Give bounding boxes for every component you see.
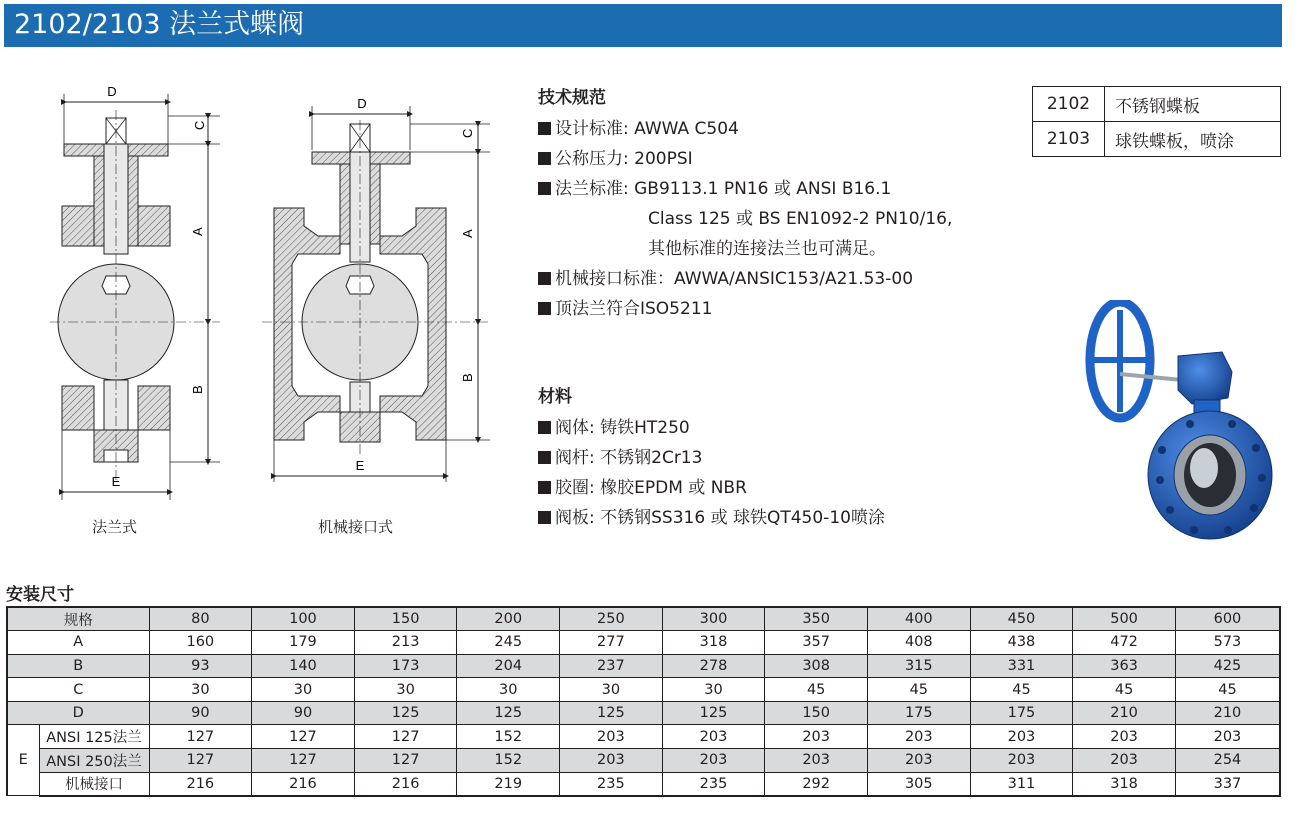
e-group-label: E bbox=[7, 725, 39, 796]
value-cell: 245 bbox=[457, 631, 560, 655]
header-cell: 规格 bbox=[7, 607, 149, 631]
value-cell: 90 bbox=[252, 701, 355, 725]
value-cell: 30 bbox=[457, 678, 560, 702]
value-cell: 30 bbox=[149, 678, 252, 702]
value-cell: 277 bbox=[560, 631, 663, 655]
value-cell: 337 bbox=[1175, 772, 1280, 796]
value-cell: 278 bbox=[662, 654, 765, 678]
model-desc: 球铁蝶板，喷涂 bbox=[1105, 122, 1281, 157]
material-item: 阀板: 不锈钢SS316 或 球铁QT450-10喷涂 bbox=[538, 503, 1018, 533]
spec-item: 顶法兰符合ISO5211 bbox=[538, 294, 1018, 324]
title-bar bbox=[4, 4, 1282, 47]
value-cell: 292 bbox=[765, 772, 868, 796]
spec-continuation: Class 125 或 BS EN1092-2 PN10/16, bbox=[648, 209, 953, 229]
value-cell: 203 bbox=[662, 749, 765, 773]
value-cell: 237 bbox=[560, 654, 663, 678]
value-cell: 254 bbox=[1175, 749, 1280, 773]
size-cell: 350 bbox=[765, 607, 868, 631]
value-cell: 203 bbox=[765, 749, 868, 773]
value-cell: 363 bbox=[1073, 654, 1176, 678]
size-cell: 150 bbox=[354, 607, 457, 631]
square-bullet-icon bbox=[538, 152, 551, 165]
value-cell: 203 bbox=[970, 749, 1073, 773]
value-cell: 203 bbox=[970, 725, 1073, 749]
table-row bbox=[7, 701, 1280, 725]
value-cell: 203 bbox=[765, 725, 868, 749]
dimensions-table bbox=[6, 606, 1281, 797]
value-cell: 472 bbox=[1073, 631, 1176, 655]
mechanical-joint-valve-drawing bbox=[258, 86, 498, 486]
value-cell: 235 bbox=[560, 772, 663, 796]
value-cell: 160 bbox=[149, 631, 252, 655]
table-row bbox=[7, 772, 1280, 796]
value-cell: 213 bbox=[354, 631, 457, 655]
value-cell: 305 bbox=[867, 772, 970, 796]
value-cell: 90 bbox=[149, 701, 252, 725]
value-cell: 318 bbox=[662, 631, 765, 655]
value-cell: 308 bbox=[765, 654, 868, 678]
value-cell: 203 bbox=[662, 725, 765, 749]
square-bullet-icon bbox=[538, 481, 551, 494]
svg-text:A: A bbox=[460, 229, 475, 238]
value-cell: 152 bbox=[457, 749, 560, 773]
value-cell: 408 bbox=[867, 631, 970, 655]
value-cell: 235 bbox=[662, 772, 765, 796]
value-cell: 203 bbox=[1073, 725, 1176, 749]
material-item: 阀体: 铸铁HT250 bbox=[538, 413, 1018, 443]
value-cell: 150 bbox=[765, 701, 868, 725]
value-cell: 357 bbox=[765, 631, 868, 655]
value-cell: 216 bbox=[149, 772, 252, 796]
value-cell: 125 bbox=[662, 701, 765, 725]
row-label: C bbox=[7, 678, 149, 702]
value-cell: 127 bbox=[149, 749, 252, 773]
value-cell: 30 bbox=[354, 678, 457, 702]
size-cell: 500 bbox=[1073, 607, 1176, 631]
size-cell: 250 bbox=[560, 607, 663, 631]
model-code: 2103 bbox=[1033, 122, 1105, 157]
square-bullet-icon bbox=[538, 451, 551, 464]
value-cell: 425 bbox=[1175, 654, 1280, 678]
svg-text:D: D bbox=[357, 96, 367, 111]
svg-text:C: C bbox=[460, 128, 475, 138]
square-bullet-icon bbox=[538, 122, 551, 135]
table-row bbox=[7, 749, 1280, 773]
value-cell: 179 bbox=[252, 631, 355, 655]
value-cell: 30 bbox=[252, 678, 355, 702]
value-cell: 173 bbox=[354, 654, 457, 678]
value-cell: 45 bbox=[1175, 678, 1280, 702]
value-cell: 438 bbox=[970, 631, 1073, 655]
model-table bbox=[1032, 86, 1281, 157]
table-header-row bbox=[7, 607, 1280, 631]
value-cell: 573 bbox=[1175, 631, 1280, 655]
flanged-valve-drawing bbox=[40, 80, 240, 510]
value-cell: 203 bbox=[1073, 749, 1176, 773]
size-cell: 400 bbox=[867, 607, 970, 631]
tech-spec bbox=[538, 86, 1018, 324]
square-bullet-icon bbox=[538, 182, 551, 195]
svg-text:C: C bbox=[192, 120, 207, 130]
value-cell: 331 bbox=[970, 654, 1073, 678]
valve-product-illustration bbox=[1082, 300, 1282, 545]
value-cell: 203 bbox=[560, 749, 663, 773]
size-cell: 600 bbox=[1175, 607, 1280, 631]
value-cell: 127 bbox=[252, 725, 355, 749]
size-cell: 450 bbox=[970, 607, 1073, 631]
value-cell: 45 bbox=[765, 678, 868, 702]
value-cell: 175 bbox=[970, 701, 1073, 725]
value-cell: 216 bbox=[252, 772, 355, 796]
value-cell: 210 bbox=[1073, 701, 1176, 725]
table-row bbox=[7, 631, 1280, 655]
size-cell: 80 bbox=[149, 607, 252, 631]
page-title: 2102/2103 法兰式蝶阀 bbox=[14, 9, 305, 40]
svg-text:E: E bbox=[111, 474, 121, 489]
spec-item: 设计标准: AWWA C504 bbox=[538, 114, 1018, 144]
value-cell: 45 bbox=[1073, 678, 1176, 702]
value-cell: 203 bbox=[867, 725, 970, 749]
material-item: 胶圈: 橡胶EPDM 或 NBR bbox=[538, 473, 1018, 503]
value-cell: 30 bbox=[560, 678, 663, 702]
materials bbox=[538, 385, 1018, 533]
value-cell: 216 bbox=[354, 772, 457, 796]
value-cell: 152 bbox=[457, 725, 560, 749]
model-desc: 不锈钢蝶板 bbox=[1105, 87, 1281, 122]
model-code: 2102 bbox=[1033, 87, 1105, 122]
square-bullet-icon bbox=[538, 302, 551, 315]
value-cell: 125 bbox=[457, 701, 560, 725]
svg-text:D: D bbox=[107, 84, 117, 99]
row-label: A bbox=[7, 631, 149, 655]
size-cell: 100 bbox=[252, 607, 355, 631]
value-cell: 204 bbox=[457, 654, 560, 678]
spec-item: 机械接口标准：AWWA/ANSIC153/A21.53-00 bbox=[538, 264, 1018, 294]
value-cell: 203 bbox=[560, 725, 663, 749]
square-bullet-icon bbox=[538, 421, 551, 434]
size-cell: 200 bbox=[457, 607, 560, 631]
table-row bbox=[7, 678, 1280, 702]
value-cell: 127 bbox=[354, 749, 457, 773]
mj-caption: 机械接口式 bbox=[318, 518, 394, 536]
value-cell: 127 bbox=[149, 725, 252, 749]
model-row bbox=[1033, 87, 1281, 122]
svg-text:E: E bbox=[355, 458, 365, 473]
flanged-caption: 法兰式 bbox=[92, 518, 138, 536]
spec-item: 法兰标准: GB9113.1 PN16 或 ANSI B16.1 bbox=[538, 174, 1018, 204]
spec-item: 公称压力: 200PSI bbox=[538, 144, 1018, 174]
value-cell: 315 bbox=[867, 654, 970, 678]
value-cell: 30 bbox=[662, 678, 765, 702]
model-row bbox=[1033, 122, 1281, 157]
svg-text:B: B bbox=[190, 385, 205, 394]
row-label: 机械接口 bbox=[39, 772, 149, 796]
value-cell: 93 bbox=[149, 654, 252, 678]
value-cell: 125 bbox=[560, 701, 663, 725]
value-cell: 45 bbox=[970, 678, 1073, 702]
materials-heading: 材料 bbox=[538, 387, 572, 407]
row-label: B bbox=[7, 654, 149, 678]
row-label: ANSI 125法兰 bbox=[39, 725, 149, 749]
value-cell: 127 bbox=[252, 749, 355, 773]
value-cell: 318 bbox=[1073, 772, 1176, 796]
value-cell: 219 bbox=[457, 772, 560, 796]
value-cell: 45 bbox=[867, 678, 970, 702]
material-item: 阀杆: 不锈钢2Cr13 bbox=[538, 443, 1018, 473]
value-cell: 125 bbox=[354, 701, 457, 725]
size-cell: 300 bbox=[662, 607, 765, 631]
spec-continuation: 其他标准的连接法兰也可满足。 bbox=[648, 239, 886, 259]
tech-spec-heading: 技术规范 bbox=[538, 88, 606, 108]
svg-text:A: A bbox=[190, 227, 205, 236]
row-label: ANSI 250法兰 bbox=[39, 749, 149, 773]
row-label: D bbox=[7, 701, 149, 725]
value-cell: 140 bbox=[252, 654, 355, 678]
value-cell: 175 bbox=[867, 701, 970, 725]
value-cell: 210 bbox=[1175, 701, 1280, 725]
square-bullet-icon bbox=[538, 272, 551, 285]
value-cell: 127 bbox=[354, 725, 457, 749]
table-row bbox=[7, 725, 1280, 749]
square-bullet-icon bbox=[538, 511, 551, 524]
value-cell: 311 bbox=[970, 772, 1073, 796]
value-cell: 203 bbox=[867, 749, 970, 773]
value-cell: 203 bbox=[1175, 725, 1280, 749]
table-row bbox=[7, 654, 1280, 678]
dimensions-title: 安装尺寸 bbox=[6, 585, 74, 605]
svg-text:B: B bbox=[460, 373, 475, 382]
